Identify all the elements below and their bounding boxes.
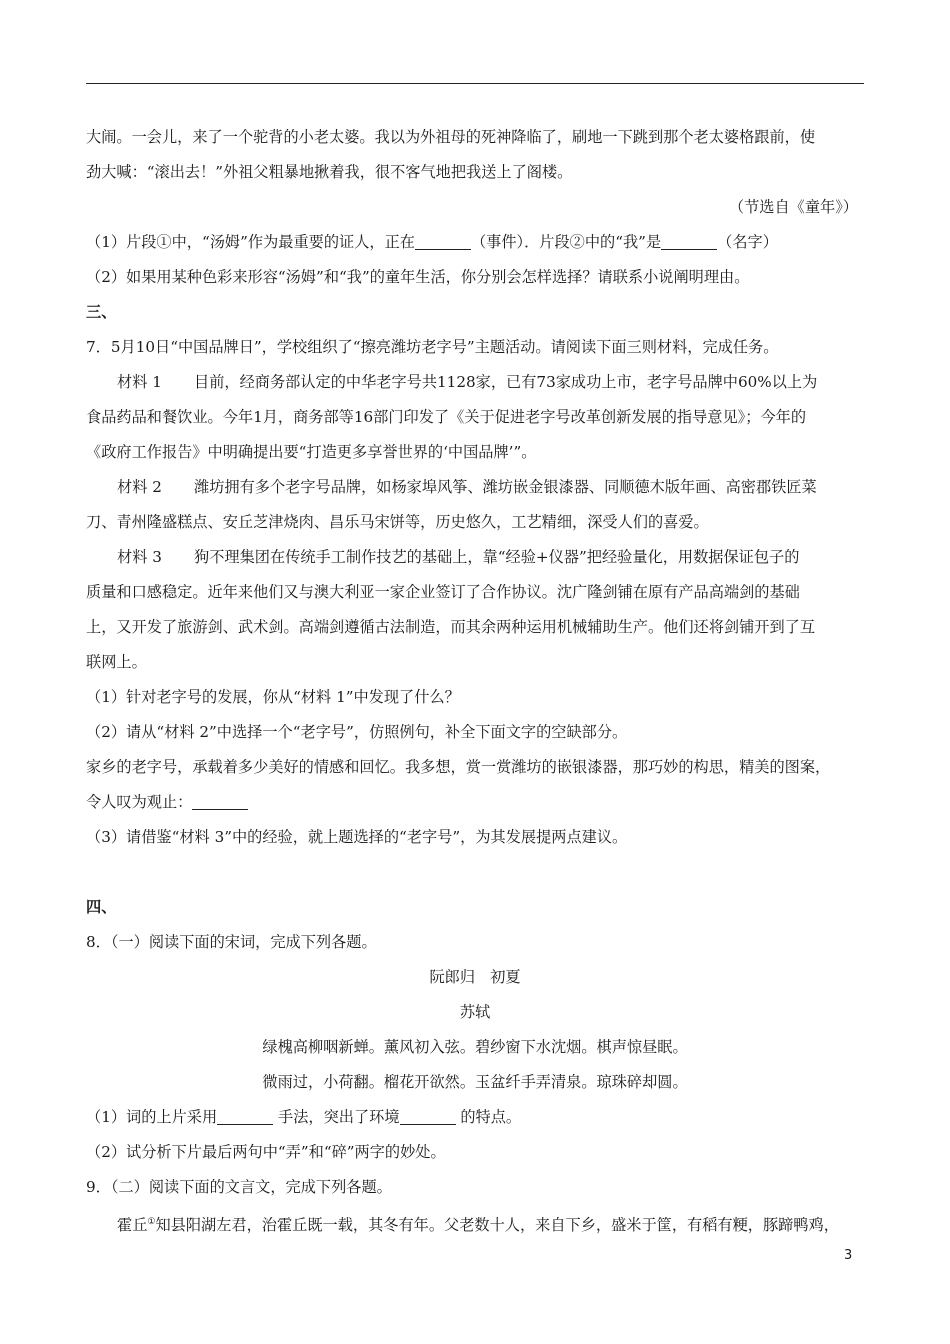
sub-question: （1）针对老字号的发展，你从“材料 1”中发现了什么？ xyxy=(86,688,460,706)
question-intro: 9．（二）阅读下面的文言文，完成下列各题。 xyxy=(86,1178,392,1196)
sub-question xyxy=(86,1100,864,1135)
question-intro: 8．（一）阅读下面的宋词，完成下列各题。 xyxy=(86,933,377,951)
section-heading: 四、 xyxy=(86,898,117,916)
material-line: 刀、青州隆盛糕点、安丘芝津烧肉、昌乐马宋饼等，历史悠久，工艺精细，深受人们的喜爱。 xyxy=(86,513,709,531)
question-q1 xyxy=(86,225,864,260)
material-text: 狗不理集团在传统手工制作技艺的基础上，靠“经验+仪器”把经验量化，用数据保证包子的 xyxy=(194,548,800,566)
page-number: 3 xyxy=(844,1248,853,1263)
classical-text: 知县阳湖左君，治霍丘既一载，其冬有年。父老数十人，来自下乡，盛米于筐，有稻有粳，豚蹄鸭鸡， xyxy=(155,1216,839,1235)
classical-text-line xyxy=(86,1205,864,1240)
poem-line: 绿槐高柳咽新蝉。薰风初入弦。碧纱窗下水沈烟。棋声惊昼眠。 xyxy=(262,1038,688,1056)
material-line: 联网上。 xyxy=(86,653,147,671)
material-line: 质量和口感稳定。近年来他们又与澳大利亚一家企业签订了合作协议。沈广隆剑铺在原有产品高端剑的基础 xyxy=(86,583,800,601)
question-intro: 7．5月10日“中国品牌日”，学校组织了“擦亮潍坊老字号”主题活动。请阅读下面三则材料，完成任务。 xyxy=(86,338,779,356)
answer-blank[interactable] xyxy=(415,233,471,250)
question-text: （1）词的上片采用 xyxy=(86,1108,218,1126)
sub-question: （2）请从“材料 2”中选择一个“老字号”，仿照例句，补全下面文字的空缺部分。 xyxy=(86,723,628,741)
material-line xyxy=(86,365,864,400)
question-text: （名字） xyxy=(717,233,778,251)
place-name: 霍丘 xyxy=(117,1216,148,1235)
answer-blank[interactable] xyxy=(217,1108,273,1125)
material-line xyxy=(86,540,864,575)
example-line xyxy=(86,785,864,820)
material-text: 潍坊拥有多个老字号品牌，如杨家埠风筝、潍坊嵌金银漆器、同顺德木版年画、高密郡铁匠菜 xyxy=(194,478,817,496)
material-label: 材料 2 xyxy=(117,478,162,496)
material-line: 食品药品和餐饮业。今年1月，商务部等16部门印发了《关于促进老字号改革创新发展的指导意见》；今年的 xyxy=(86,408,807,426)
material-text: 目前，经商务部认定的中华老字号共1128家，已有73家成功上市，老字号品牌中60%以上为 xyxy=(194,373,818,391)
story-source: （节选自《童年》） xyxy=(728,198,858,216)
sub-question: （2）试分析下片最后两句中“弄”和“碎”两字的妙处。 xyxy=(86,1143,446,1161)
sub-question: （3）请借鉴“材料 3”中的经验，就上题选择的“老字号”，为其发展提两点建议。 xyxy=(86,828,628,846)
material-line xyxy=(86,470,864,505)
document-page xyxy=(86,120,864,1240)
question-text: 的特点。 xyxy=(460,1108,522,1126)
material-line: 上，又开发了旅游剑、武术剑。高端剑遵循古法制造，而其余两种运用机械辅助生产。他们还将剑铺开到了互 xyxy=(86,618,815,636)
material-label: 材料 1 xyxy=(117,373,162,391)
question-text: 手法，突出了环境 xyxy=(278,1108,400,1126)
story-line: 劲大喊：“滚出去！”外祖父粗暴地揪着我，很不客气地把我送上了阁楼。 xyxy=(86,163,573,181)
question-text: （事件）．片段②中的“我”是 xyxy=(470,233,662,251)
question-q2: （2）如果用某种色彩来形容“汤姆”和“我”的童年生活，你分别会怎样选择？请联系小说阐明理由。 xyxy=(86,268,750,286)
material-line: 《政府工作报告》中明确提出要“打造更多享誉世界的‘中国品牌’”。 xyxy=(86,443,537,461)
example-line: 家乡的老字号，承载着多少美好的情感和回忆。我多想，赏一赏潍坊的嵌银漆器，那巧妙的构思，精美的图案， xyxy=(86,758,831,776)
answer-blank[interactable] xyxy=(661,233,717,250)
footnote-mark: ① xyxy=(147,1217,156,1227)
header-rule xyxy=(86,83,864,84)
material-label: 材料 3 xyxy=(117,548,162,566)
poem-title: 阮郎归 初夏 xyxy=(429,968,521,986)
poem-line: 微雨过，小荷翻。榴花开欲然。玉盆纤手弄清泉。琼珠碎却圆。 xyxy=(262,1073,688,1091)
poem-author: 苏轼 xyxy=(459,1003,491,1021)
spacer xyxy=(86,855,864,890)
section-heading: 三、 xyxy=(86,303,117,321)
answer-blank[interactable] xyxy=(192,793,248,810)
question-text: （1）片段①中，“汤姆”作为最重要的证人，正在 xyxy=(86,233,415,251)
story-line: 大闹。一会儿，来了一个驼背的小老太婆。我以为外祖母的死神降临了，刷地一下跳到那个老太婆格跟前，使 xyxy=(86,128,815,146)
answer-blank[interactable] xyxy=(400,1108,456,1125)
example-text: 令人叹为观止： xyxy=(86,793,193,811)
